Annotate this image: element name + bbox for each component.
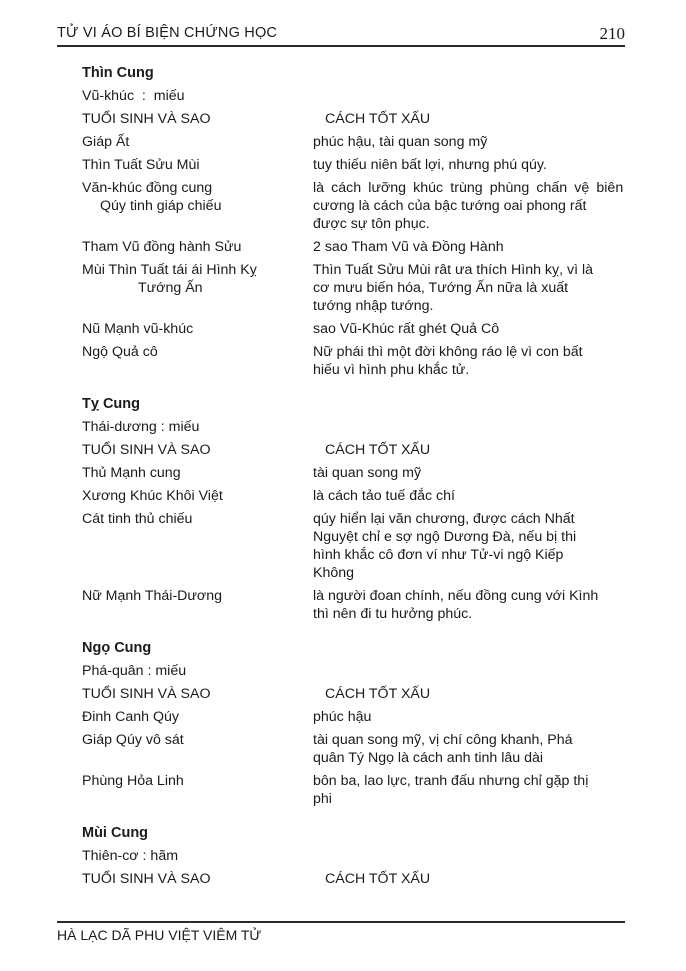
row-left-line: Mùi Thìn Tuất tái ái Hình Kỵ xyxy=(82,262,257,278)
column-header-right: CÁCH TỐT XẤU xyxy=(325,686,431,702)
row-left-line: Thủ Mạnh cung xyxy=(82,465,181,481)
section-ngo-cung xyxy=(82,639,624,808)
row-left-line: Tham Vũ đồng hành Sửu xyxy=(82,239,242,255)
column-header-right: CÁCH TỐT XẤU xyxy=(325,442,431,458)
row-left-line: Phùng Hỏa Linh xyxy=(82,773,184,789)
row-right-line: là người đoan chính, nếu đồng cung với Kình xyxy=(313,588,599,604)
row-right-line: phi xyxy=(313,791,332,807)
star-status-line: Thái-dương : miếu xyxy=(82,419,200,435)
row-left-line: Đinh Canh Qúy xyxy=(82,709,179,725)
row-right-line: thì nên đi tu hưởng phúc. xyxy=(313,606,473,622)
section-title: Mùi Cung xyxy=(82,825,149,841)
page-number: 210 xyxy=(599,24,625,43)
row-right-line: quân Tý Ngọ là cách anh tinh lâu dài xyxy=(313,750,544,766)
row-right-line: qúy hiển lại văn chương, được cách Nhất xyxy=(313,511,575,527)
row-left-line: Tướng Ấn xyxy=(138,280,203,296)
page-footer xyxy=(57,921,625,944)
row-right-line: được sự tôn phục. xyxy=(313,216,430,232)
column-headers xyxy=(82,110,624,128)
column-headers xyxy=(82,441,624,459)
section-mui-cung xyxy=(82,824,624,888)
table-row xyxy=(82,731,624,767)
row-left-line: Giáp Qúy vô sát xyxy=(82,732,184,748)
row-right-line: là cách lưỡng khúc trùng phùng chấn vệ biên xyxy=(313,180,624,196)
star-status-line: Vũ-khúc : miếu xyxy=(82,88,185,104)
table-row xyxy=(82,343,624,379)
row-right-line: tài quan song mỹ, vị chí công khanh, Phá xyxy=(313,732,573,748)
column-header-right: CÁCH TỐT XẤU xyxy=(325,871,431,887)
table-row xyxy=(82,772,624,808)
table-row xyxy=(82,510,624,582)
row-right-line: 2 sao Tham Vũ và Đồng Hành xyxy=(313,239,504,255)
table-row xyxy=(82,238,624,256)
book-title: TỬ VI ÁO BÍ BIỆN CHỨNG HỌC xyxy=(57,25,278,41)
row-left-line: Thìn Tuất Sửu Mùi xyxy=(82,157,200,173)
row-right-line: bôn ba, lao lực, tranh đấu nhưng chỉ gặp thị xyxy=(313,773,589,789)
section-title: Thìn Cung xyxy=(82,65,154,81)
row-right-line: sao Vũ-Khúc rất ghét Quả Cô xyxy=(313,321,500,337)
star-status-line: Phá-quân : miếu xyxy=(82,663,187,679)
column-header-left: TUỔI SINH VÀ SAO xyxy=(82,686,211,702)
page-header xyxy=(57,25,625,47)
column-header-left: TUỔI SINH VÀ SAO xyxy=(82,111,211,127)
table-row xyxy=(82,587,624,623)
column-headers xyxy=(82,870,624,888)
table-row xyxy=(82,261,624,315)
column-header-left: TUỔI SINH VÀ SAO xyxy=(82,442,211,458)
row-left-line: Cát tinh thủ chiếu xyxy=(82,511,193,527)
row-left-line: Ngộ Quả cô xyxy=(82,344,158,360)
section-thin-cung xyxy=(82,64,624,379)
table-row xyxy=(82,156,624,174)
row-right-line: hình khắc cô đơn ví như Tử-vi ngộ Kiếp xyxy=(313,547,564,563)
row-left-line: Qúy tinh giáp chiếu xyxy=(100,198,222,214)
section-title: Ngọ Cung xyxy=(82,640,152,656)
table-row xyxy=(82,179,624,233)
row-right-line: là cách tảo tuế đắc chí xyxy=(313,488,455,504)
row-left-line: Giáp Ất xyxy=(82,134,130,150)
row-right-line: Nữ phái thì một đời không ráo lệ vì con bất xyxy=(313,344,583,360)
row-right-line: hiếu vì hình phu khắc tử. xyxy=(313,362,470,378)
table-row xyxy=(82,464,624,482)
row-right-line: tài quan song mỹ xyxy=(313,465,422,481)
row-left-line: Nữ Mạnh Thái-Dương xyxy=(82,588,223,604)
row-left-line: Xương Khúc Khôi Việt xyxy=(82,488,223,504)
table-row xyxy=(82,133,624,151)
footer-author: HÀ LẠC DÃ PHU VIỆT VIÊM TỬ xyxy=(57,927,262,943)
section-ty-cung xyxy=(82,395,624,623)
column-header-right: CÁCH TỐT XẤU xyxy=(325,111,431,127)
row-right-line: cơ mưu biến hóa, Tướng Ấn nữa là xuất xyxy=(313,280,569,296)
row-right-line: tướng nhập tướng. xyxy=(313,298,434,314)
column-header-left: TUỔI SINH VÀ SAO xyxy=(82,871,211,887)
table-row xyxy=(82,708,624,726)
row-right-line: Nguyệt chỉ e sợ ngộ Dương Đà, nếu bị thi xyxy=(313,529,577,545)
row-right-line: tuy thiếu niên bất lợi, nhưng phú qúy. xyxy=(313,157,547,173)
row-left-line: Nũ Mạnh vũ-khúc xyxy=(82,321,194,337)
row-right-line: cương là cách của bậc tướng oai phong rất xyxy=(313,198,587,214)
row-left-line: Văn-khúc đồng cung xyxy=(82,180,213,196)
page-content xyxy=(82,64,624,893)
column-headers xyxy=(82,685,624,703)
star-status-line: Thiên-cơ : hãm xyxy=(82,848,179,864)
table-row xyxy=(82,320,624,338)
section-title: Tỵ Cung xyxy=(82,396,140,412)
row-right-line: Không xyxy=(313,565,355,581)
row-right-line: Thìn Tuất Sửu Mùi rât ưa thích Hình kỵ, vì là xyxy=(313,262,594,278)
row-right-line: phúc hậu xyxy=(313,709,372,725)
row-right-line: phúc hậu, tài quan song mỹ xyxy=(313,134,488,150)
table-row xyxy=(82,487,624,505)
